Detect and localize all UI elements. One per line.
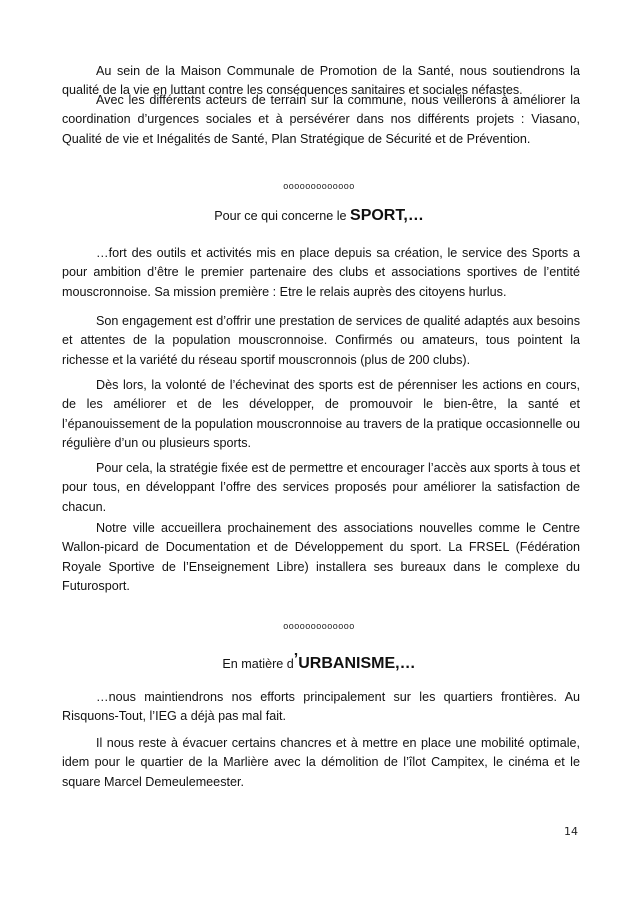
urbanisme-heading-ellipsis: … — [399, 655, 416, 672]
page-number: 14 — [564, 825, 578, 838]
urbanisme-heading-apostrophe: ’ — [293, 651, 299, 668]
paragraph-sport-2: Son engagement est d’offrir une prestation de services de qualité adaptés aux besoins et attentes de la population mouscronnoise. Confirmés ou amateurs, tous pointent la richesse et la variété du réseau sportif mouscronnois (plus de 200 clubs). — [62, 314, 580, 367]
paragraph-urbanisme-1: …nous maintiendrons nos efforts principalement sur les quartiers frontières. Au Risquons-Tout, l’IEG a déjà pas mal fait. — [62, 690, 580, 724]
paragraph-sport-4: Pour cela, la stratégie fixée est de permettre et encourager l’accès aux sports à tous et pour tous, en développant l’offre des services proposés pour améliorer la satisfaction de chacun. — [62, 461, 580, 514]
sport-heading-prefix: Pour ce qui concerne le — [214, 209, 347, 223]
urbanisme-heading-prefix: En matière d — [222, 657, 294, 671]
paragraph-health-1: Au sein de la Maison Communale de Promotion de la Santé, nous soutiendrons la qualité de la vie en luttant contre les conséquences sanitaires et sociales néfastes. — [62, 64, 580, 98]
section-separator: ooooooooooooo — [283, 181, 355, 191]
paragraph-urbanisme-2: Il nous reste à évacuer certains chancres et à mettre en place une mobilité optimale, idem pour le quartier de la Marlière avec la démolition de l’îlot Campitex, le cinéma et le square Marcel Demeulemeester. — [62, 736, 580, 789]
sport-heading-ellipsis: … — [407, 207, 424, 224]
paragraph-sport-1: …fort des outils et activités mis en place depuis sa création, le service des Sports a pour ambition d’être le premier partenaire des clubs et associations sportives de l’entité mouscronnoise. Sa mission première : Etre le relais auprès des citoyens hurlus. — [62, 246, 580, 299]
section-separator: ooooooooooooo — [283, 621, 355, 631]
paragraph-sport-3: Dès lors, la volonté de l’échevinat des sports est de pérenniser les actions en cours, de les améliorer et de les développer, de promouvoir le bien-être, la santé et l’épanouissement de la population mouscronnoise au travers de la pratique occasionnelle ou régulière d’un ou plusieurs sports. — [62, 378, 580, 450]
urbanisme-heading-keyword: URBANISME, — [298, 655, 400, 672]
paragraph-health-2: Avec les différents acteurs de terrain sur la commune, nous veillerons à améliorer la coordination d’urgences sociales et à persévérer dans nos différents projets : Viasano, Qualité de vie et Inégalités de Santé, Plan Stratégique de Sécurité et de Prévention. — [62, 93, 580, 146]
paragraph-sport-5: Notre ville accueillera prochainement des associations nouvelles comme le Centre Wallon-picard de Documentation et de Développement du sport. La FRSEL (Fédération Royale Sportive de l’Enseignement Libre) installera ses bureaux dans le complexe du Futurosport. — [62, 521, 580, 593]
sport-heading-keyword: SPORT, — [350, 207, 408, 224]
urbanisme-heading — [0, 651, 638, 674]
sport-heading — [0, 206, 638, 226]
